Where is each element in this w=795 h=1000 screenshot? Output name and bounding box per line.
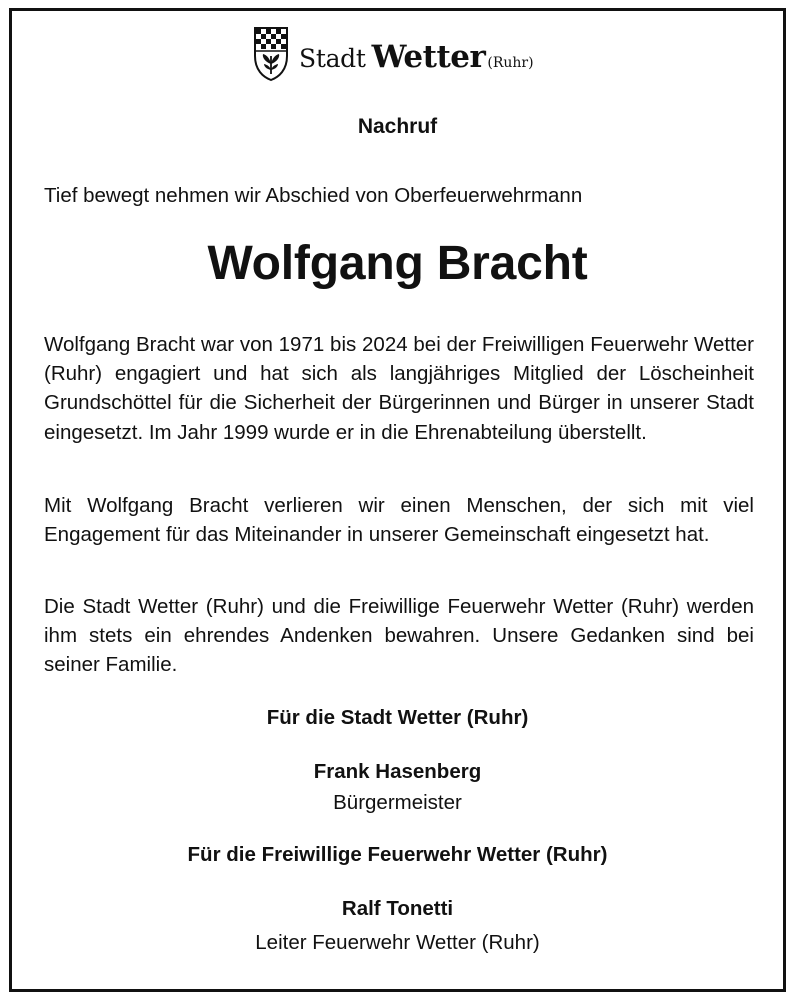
deceased-name: Wolfgang Bracht bbox=[207, 237, 588, 290]
paragraph-tribute: Mit Wolfgang Bracht verlieren wir einen Menschen, der sich mit viel Engagement für das Miteinander in unserer Gemeinschaft eingesetzt hat. bbox=[44, 494, 754, 547]
logo-wetter-text: Wetter bbox=[371, 39, 486, 75]
city-crest-icon bbox=[253, 26, 289, 82]
logo-stadt-text: Stadt bbox=[299, 44, 366, 73]
city-wordmark bbox=[299, 39, 534, 75]
signature-mayor-title: Bürgermeister bbox=[333, 791, 462, 814]
intro-line: Tief bewegt nehmen wir Abschied von Oberfeuerwehrmann bbox=[44, 184, 583, 207]
logo-ruhr-text: (Ruhr) bbox=[487, 55, 534, 71]
signature-fire-heading: Für die Freiwillige Feuerwehr Wetter (Ruhr) bbox=[187, 843, 608, 866]
city-logo bbox=[253, 24, 534, 84]
signature-chief-name: Ralf Tonetti bbox=[341, 897, 454, 920]
signature-city-heading: Für die Stadt Wetter (Ruhr) bbox=[266, 706, 529, 729]
obituary-heading: Nachruf bbox=[357, 115, 438, 138]
paragraph-career: Wolfgang Bracht war von 1971 bis 2024 bei der Freiwilligen Feuerwehr Wetter (Ruhr) engagiert und hat sich als langjähriges Mitglied der Löscheinheit Grundschöttel für die Sicherheit der Bürgerinnen und Bürger in unserer Stadt eingesetzt. Im Jahr 1999 wurde er in die Ehrenabteilung überstellt. bbox=[44, 333, 754, 444]
signature-mayor-name: Frank Hasenberg bbox=[313, 760, 482, 783]
signature-chief-title: Leiter Feuerwehr Wetter (Ruhr) bbox=[255, 931, 540, 954]
paragraph-remembrance: Die Stadt Wetter (Ruhr) und die Freiwillige Feuerwehr Wetter (Ruhr) werden ihm stets ein ehrendes Andenken bewahren. Unsere Gedanken sind bei seiner Familie. bbox=[44, 595, 754, 677]
